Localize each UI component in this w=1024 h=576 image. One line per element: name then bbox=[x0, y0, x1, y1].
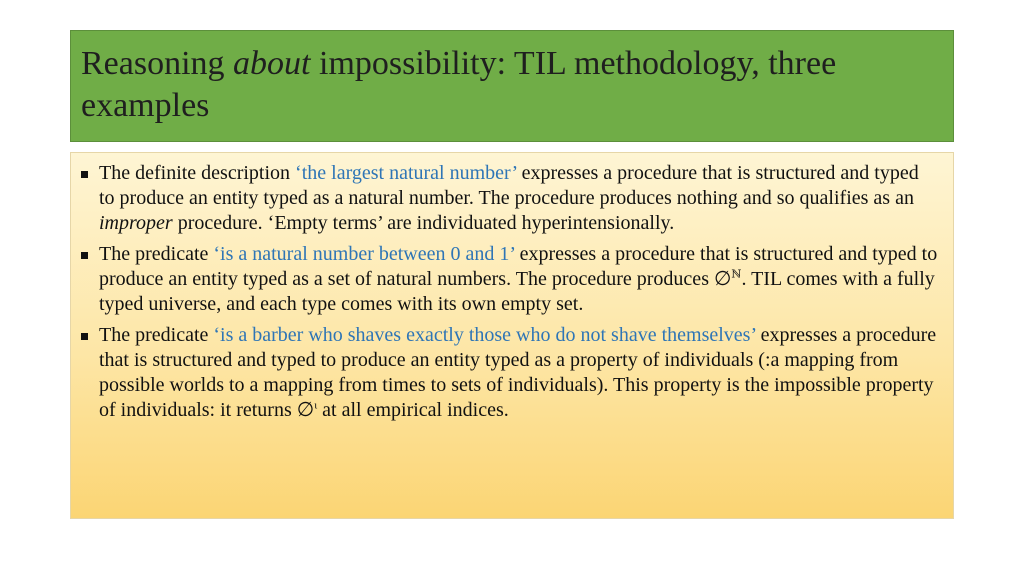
title-banner bbox=[70, 30, 954, 142]
content-panel bbox=[70, 152, 954, 519]
bullet-1-text-post: procedure. ‘Empty terms’ are individuated hyperintensionally. bbox=[172, 212, 675, 234]
bullet-list bbox=[81, 161, 939, 423]
empty-set-superscript: ι bbox=[314, 399, 318, 412]
bullet-3-text-pre: The predicate bbox=[99, 324, 214, 346]
bullet-3-text-mid: expresses a procedure that is structured and typed to produce an entity typed as a property of individuals (:a mapping from possible worlds to a mapping from times to sets of individuals). This property is the impossible property of individuals: it returns bbox=[99, 324, 937, 421]
bullet-item-1 bbox=[81, 161, 939, 236]
square-bullet-icon bbox=[81, 333, 88, 340]
empty-set-symbol: ∅ bbox=[296, 399, 315, 421]
empty-set-superscript: ℕ bbox=[731, 268, 742, 281]
bullet-item-3 bbox=[81, 323, 939, 423]
bullet-1-quote: ‘the largest natural number’ bbox=[295, 162, 517, 184]
title-text-2: impossibility: TIL methodology, three examples bbox=[81, 45, 837, 124]
square-bullet-icon bbox=[81, 171, 88, 178]
bullet-1-text-pre: The definite description bbox=[99, 162, 296, 184]
bullet-1-text-mid: expresses a procedure that is structured and typed to produce an entity typed as a natural number. The procedure produces nothing and so qualifies as an bbox=[99, 162, 919, 209]
bullet-3-quote: ‘is a barber who shaves exactly those who do not shave themselves’ bbox=[213, 324, 756, 346]
slide-title bbox=[81, 43, 943, 127]
bullet-2-text-pre: The predicate bbox=[99, 243, 214, 265]
title-emphasis: about bbox=[233, 45, 311, 82]
title-text-1: Reasoning bbox=[81, 45, 234, 82]
bullet-2-text-mid: expresses a procedure that is structured and typed to produce an entity typed as a set of natural numbers. The procedure produces bbox=[99, 243, 938, 290]
square-bullet-icon bbox=[81, 252, 88, 259]
bullet-1-emphasis: improper bbox=[99, 212, 173, 234]
bullet-2-text-post: . TIL comes with a fully typed universe, and each type comes with its own empty set. bbox=[99, 268, 935, 315]
bullet-2-quote: ‘is a natural number between 0 and 1’ bbox=[213, 243, 515, 265]
empty-set-symbol: ∅ bbox=[713, 268, 732, 290]
bullet-item-2 bbox=[81, 242, 939, 317]
bullet-3-text-post: at all empirical indices. bbox=[317, 399, 509, 421]
